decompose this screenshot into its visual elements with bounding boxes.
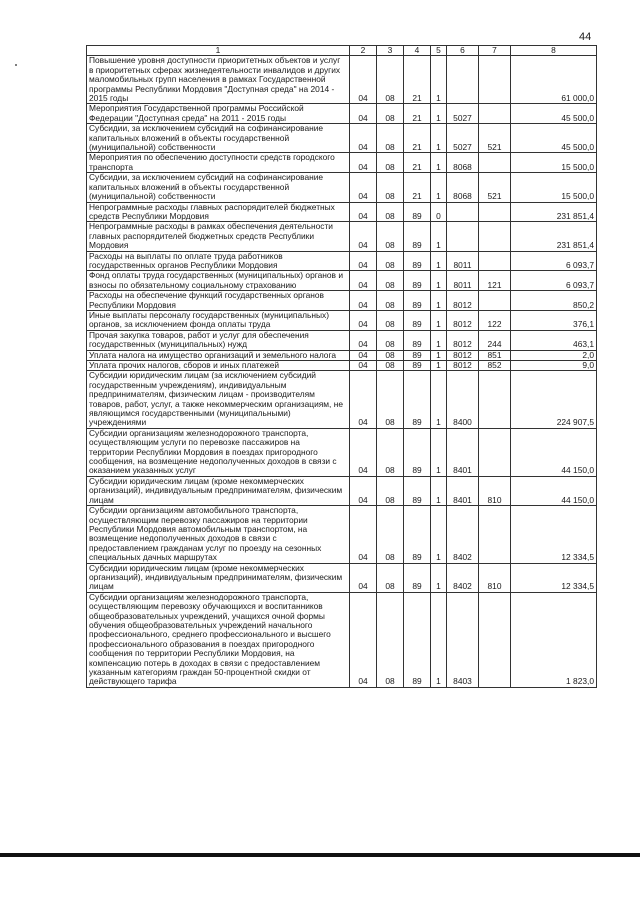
- code-5: 1: [431, 222, 447, 251]
- code-4: 89: [404, 202, 431, 222]
- table-row: [87, 371, 597, 428]
- table-row: [87, 350, 597, 360]
- code-4: 89: [404, 350, 431, 360]
- code-4: 89: [404, 371, 431, 428]
- amount: 6 093,7: [511, 251, 597, 271]
- col-header-2: 2: [350, 46, 377, 56]
- amount: 6 093,7: [511, 271, 597, 291]
- code-7: 121: [479, 271, 511, 291]
- amount: 1 823,0: [511, 592, 597, 687]
- code-7: 810: [479, 563, 511, 592]
- item-name: Прочая закупка товаров, работ и услуг для обеспечения государственных (муниципальных) нужд: [87, 330, 350, 350]
- amount: 15 500,0: [511, 153, 597, 173]
- code-6: 8012: [447, 291, 479, 311]
- col-header-8: 8: [511, 46, 597, 56]
- table-row: [87, 361, 597, 371]
- table-row: [87, 251, 597, 271]
- table-row: [87, 222, 597, 251]
- code-5: 1: [431, 428, 447, 476]
- code-3: 08: [377, 291, 404, 311]
- code-7: [479, 506, 511, 563]
- col-header-1: 1: [87, 46, 350, 56]
- code-6: 8401: [447, 428, 479, 476]
- table-row: [87, 271, 597, 291]
- table-body: [87, 56, 597, 687]
- code-3: 08: [377, 563, 404, 592]
- code-6: 8402: [447, 506, 479, 563]
- col-header-5: 5: [431, 46, 447, 56]
- item-name: Субсидии, за исключением субсидий на софинансирование капитальных вложений в объекты государственной (муниципальной) собственности: [87, 173, 350, 202]
- code-4: 89: [404, 251, 431, 271]
- code-5: 1: [431, 563, 447, 592]
- code-6: 8012: [447, 361, 479, 371]
- code-5: 1: [431, 310, 447, 330]
- code-6: 8401: [447, 476, 479, 505]
- table-row: [87, 56, 597, 104]
- item-name: Фонд оплаты труда государственных (муниципальных) органов и взносы по обязательному социальному страхованию: [87, 271, 350, 291]
- code-5: 1: [431, 361, 447, 371]
- item-name: Непрограммные расходы в рамках обеспечения деятельности главных распорядителей бюджетных средств Республики Мордовия: [87, 222, 350, 251]
- col-header-6: 6: [447, 46, 479, 56]
- code-2: 04: [350, 371, 377, 428]
- table-row: [87, 202, 597, 222]
- code-6: 8012: [447, 310, 479, 330]
- code-3: 08: [377, 310, 404, 330]
- code-5: 1: [431, 153, 447, 173]
- code-5: 1: [431, 592, 447, 687]
- code-5: 1: [431, 291, 447, 311]
- code-7: [479, 104, 511, 124]
- code-5: 1: [431, 124, 447, 153]
- code-4: 21: [404, 173, 431, 202]
- code-3: 08: [377, 251, 404, 271]
- item-name: Иные выплаты персоналу государственных (муниципальных) органов, за исключением фонда оплаты труда: [87, 310, 350, 330]
- table-row: [87, 310, 597, 330]
- code-3: 08: [377, 506, 404, 563]
- code-6: [447, 222, 479, 251]
- code-6: 8403: [447, 592, 479, 687]
- code-6: [447, 202, 479, 222]
- code-4: 89: [404, 222, 431, 251]
- item-name: Субсидии юридическим лицам (кроме некоммерческих организаций), индивидуальным предпринимателям, физическим лицам: [87, 563, 350, 592]
- amount: 12 334,5: [511, 563, 597, 592]
- page-number: 44: [579, 31, 592, 43]
- code-2: 04: [350, 476, 377, 505]
- item-name: Уплата налога на имущество организаций и земельного налога: [87, 350, 350, 360]
- code-7: 122: [479, 310, 511, 330]
- code-6: 8012: [447, 350, 479, 360]
- code-2: 04: [350, 124, 377, 153]
- code-3: 08: [377, 592, 404, 687]
- code-3: 08: [377, 476, 404, 505]
- code-5: 1: [431, 350, 447, 360]
- code-4: 89: [404, 506, 431, 563]
- code-2: 04: [350, 563, 377, 592]
- table-row: [87, 592, 597, 687]
- code-4: 89: [404, 361, 431, 371]
- code-6: 8400: [447, 371, 479, 428]
- code-3: 08: [377, 330, 404, 350]
- col-header-7: 7: [479, 46, 511, 56]
- item-name: Субсидии юридическим лицам (за исключением субсидий государственным учреждениям), индивидуальным предпринимателям, физическим лицам - производителям товаров, работ, услуг, а также некоммерческим организациям, не являющимся государственными (муниципальными) учреждениями: [87, 371, 350, 428]
- code-4: 89: [404, 592, 431, 687]
- item-name: Мероприятия Государственной программы Российской Федерации "Доступная среда" на 2011 - 2015 годы: [87, 104, 350, 124]
- code-7: [479, 153, 511, 173]
- amount: 231 851,4: [511, 222, 597, 251]
- code-2: 04: [350, 291, 377, 311]
- code-5: 1: [431, 506, 447, 563]
- code-6: 8011: [447, 271, 479, 291]
- code-3: 08: [377, 173, 404, 202]
- code-7: [479, 202, 511, 222]
- code-5: 1: [431, 271, 447, 291]
- scan-speck: [15, 64, 17, 66]
- code-2: 04: [350, 428, 377, 476]
- amount: 61 000,0: [511, 56, 597, 104]
- table-row: [87, 104, 597, 124]
- code-7: 521: [479, 124, 511, 153]
- code-5: 1: [431, 104, 447, 124]
- code-7: 810: [479, 476, 511, 505]
- code-2: 04: [350, 506, 377, 563]
- code-3: 08: [377, 153, 404, 173]
- code-6: 8068: [447, 153, 479, 173]
- code-5: 1: [431, 476, 447, 505]
- code-3: 08: [377, 104, 404, 124]
- item-name: Субсидии организациям автомобильного транспорта, осуществляющим перевозку пассажиров на территории Республики Мордовия автомобильным транспортом, на возмещение недополученных доходов в связи с предоставлением гражданам услуг по проезду на сезонных специальных дачных маршрутах: [87, 506, 350, 563]
- code-2: 04: [350, 222, 377, 251]
- code-3: 08: [377, 124, 404, 153]
- code-6: 8011: [447, 251, 479, 271]
- code-2: 04: [350, 350, 377, 360]
- item-name: Мероприятия по обеспечению доступности средств городского транспорта: [87, 153, 350, 173]
- amount: 376,1: [511, 310, 597, 330]
- code-7: [479, 428, 511, 476]
- code-2: 04: [350, 271, 377, 291]
- amount: 45 500,0: [511, 124, 597, 153]
- amount: 231 851,4: [511, 202, 597, 222]
- code-7: 521: [479, 173, 511, 202]
- item-name: Субсидии организациям железнодорожного транспорта, осуществляющим перевозку обучающихся и воспитанников общеобразовательных учреждений, учащихся очной формы обучения общеобразовательных учреждений начального профессионального, среднего профессионального и высшего профессионального образования в поездах пригородного сообщения по территории Республики Мордовия, на компенсацию потерь в доходах в связи с предоставлением указанным категориям граждан 50-процентной скидки от действующего тарифа: [87, 592, 350, 687]
- table-row: [87, 291, 597, 311]
- code-3: 08: [377, 371, 404, 428]
- code-7: [479, 592, 511, 687]
- item-name: Непрограммные расходы главных распорядителей бюджетных средств Республики Мордовия: [87, 202, 350, 222]
- code-4: 21: [404, 153, 431, 173]
- amount: 463,1: [511, 330, 597, 350]
- code-3: 08: [377, 361, 404, 371]
- amount: 44 150,0: [511, 428, 597, 476]
- col-header-3: 3: [377, 46, 404, 56]
- table-row: [87, 330, 597, 350]
- code-3: 08: [377, 350, 404, 360]
- code-4: 21: [404, 104, 431, 124]
- code-7: [479, 56, 511, 104]
- code-5: 1: [431, 173, 447, 202]
- table-row: [87, 153, 597, 173]
- code-2: 04: [350, 153, 377, 173]
- code-2: 04: [350, 202, 377, 222]
- amount: 9,0: [511, 361, 597, 371]
- code-5: 1: [431, 330, 447, 350]
- amount: 15 500,0: [511, 173, 597, 202]
- item-name: Расходы на выплаты по оплате труда работников государственных органов Республики Мордовия: [87, 251, 350, 271]
- code-7: 244: [479, 330, 511, 350]
- item-name: Субсидии, за исключением субсидий на софинансирование капитальных вложений в объекты государственной (муниципальной) собственности: [87, 124, 350, 153]
- amount: 224 907,5: [511, 371, 597, 428]
- code-3: 08: [377, 222, 404, 251]
- code-7: 851: [479, 350, 511, 360]
- code-4: 89: [404, 476, 431, 505]
- code-3: 08: [377, 202, 404, 222]
- code-6: 5027: [447, 124, 479, 153]
- code-4: 89: [404, 271, 431, 291]
- code-4: 89: [404, 428, 431, 476]
- code-2: 04: [350, 361, 377, 371]
- code-4: 89: [404, 310, 431, 330]
- code-4: 89: [404, 330, 431, 350]
- code-2: 04: [350, 592, 377, 687]
- code-7: [479, 371, 511, 428]
- code-6: [447, 56, 479, 104]
- amount: 44 150,0: [511, 476, 597, 505]
- code-4: 21: [404, 56, 431, 104]
- code-3: 08: [377, 271, 404, 291]
- code-7: [479, 222, 511, 251]
- code-2: 04: [350, 310, 377, 330]
- code-4: 89: [404, 563, 431, 592]
- code-5: 1: [431, 56, 447, 104]
- col-header-4: 4: [404, 46, 431, 56]
- code-2: 04: [350, 251, 377, 271]
- table-row: [87, 173, 597, 202]
- code-6: 8402: [447, 563, 479, 592]
- amount: 2,0: [511, 350, 597, 360]
- item-name: Расходы на обеспечение функций государственных органов Республики Мордовия: [87, 291, 350, 311]
- code-4: 89: [404, 291, 431, 311]
- code-2: 04: [350, 56, 377, 104]
- code-2: 04: [350, 104, 377, 124]
- code-7: 852: [479, 361, 511, 371]
- code-5: 0: [431, 202, 447, 222]
- amount: 12 334,5: [511, 506, 597, 563]
- code-6: 5027: [447, 104, 479, 124]
- item-name: Субсидии юридическим лицам (кроме некоммерческих организаций), индивидуальным предпринимателям, физическим лицам: [87, 476, 350, 505]
- code-6: 8068: [447, 173, 479, 202]
- table-row: [87, 428, 597, 476]
- code-3: 08: [377, 56, 404, 104]
- code-5: 1: [431, 371, 447, 428]
- amount: 850,2: [511, 291, 597, 311]
- code-7: [479, 251, 511, 271]
- item-name: Субсидии организациям железнодорожного транспорта, осуществляющим услуги по перевозке пассажиров на территории Республики Мордовия в поездах пригородного сообщения, на возмещение недополученных доходов в связи с оказанием указанных услуг: [87, 428, 350, 476]
- table-row: [87, 124, 597, 153]
- code-2: 04: [350, 330, 377, 350]
- amount: 45 500,0: [511, 104, 597, 124]
- code-3: 08: [377, 428, 404, 476]
- bottom-rule: [0, 853, 640, 857]
- table-row: [87, 476, 597, 505]
- budget-table: [86, 45, 597, 688]
- code-4: 21: [404, 124, 431, 153]
- item-name: Уплата прочих налогов, сборов и иных платежей: [87, 361, 350, 371]
- header-row: [87, 46, 597, 56]
- table-row: [87, 563, 597, 592]
- code-7: [479, 291, 511, 311]
- code-2: 04: [350, 173, 377, 202]
- table-row: [87, 506, 597, 563]
- item-name: Повышение уровня доступности приоритетных объектов и услуг в приоритетных сферах жизнедеятельности инвалидов и других маломобильных групп населения в рамках Государственной программы Республики Мордовия "Доступная среда" на 2014 - 2015 годы: [87, 56, 350, 104]
- code-5: 1: [431, 251, 447, 271]
- code-6: 8012: [447, 330, 479, 350]
